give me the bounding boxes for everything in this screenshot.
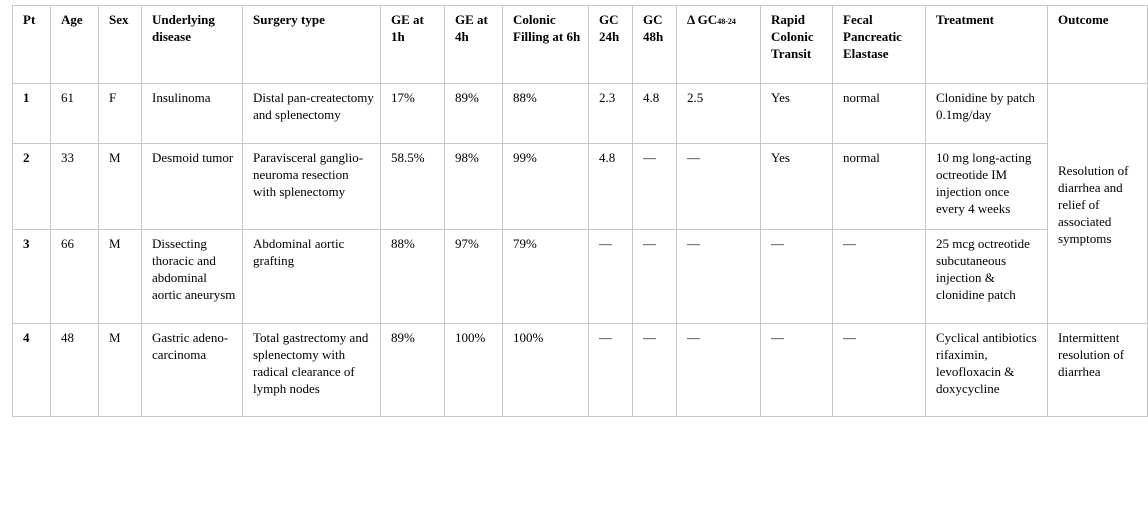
- cell-ge-1h: 17%: [381, 84, 445, 144]
- header-rapid-colonic-transit: Rapid Colonic Transit: [761, 6, 833, 84]
- cell-rapid-transit: —: [761, 230, 833, 324]
- cell-surgery: Abdominal aortic grafting: [243, 230, 381, 324]
- cell-outcome: Intermittent resolution of diarrhea: [1048, 324, 1148, 417]
- cell-sex: M: [99, 324, 142, 417]
- table-row: [13, 84, 1148, 144]
- cell-colonic-filling: 79%: [503, 230, 589, 324]
- cell-delta-gc: —: [677, 230, 761, 324]
- header-sex: Sex: [99, 6, 142, 84]
- cell-treatment: Cyclical antibiotics rifaximin, levofloxacin & doxycycline: [926, 324, 1048, 417]
- cell-outcome-merged: Resolution of diarrhea and relief of associated symptoms: [1048, 84, 1148, 324]
- cell-rapid-transit: Yes: [761, 84, 833, 144]
- header-ge-1h: GE at 1h: [381, 6, 445, 84]
- cell-sex: F: [99, 84, 142, 144]
- cell-age: 48: [51, 324, 99, 417]
- header-row: [13, 6, 1148, 84]
- patient-table: [12, 5, 1148, 417]
- cell-surgery: Distal pan-createctomy and splenectomy: [243, 84, 381, 144]
- header-delta-gc: [677, 6, 761, 84]
- table-row: [13, 324, 1148, 417]
- cell-ge-1h: 88%: [381, 230, 445, 324]
- cell-ge-4h: 100%: [445, 324, 503, 417]
- cell-age: 61: [51, 84, 99, 144]
- cell-treatment: Clonidine by patch 0.1mg/day: [926, 84, 1048, 144]
- cell-surgery: Total gastrectomy and splenectomy with radical clearance of lymph nodes: [243, 324, 381, 417]
- cell-rapid-transit: —: [761, 324, 833, 417]
- header-ge-4h: GE at 4h: [445, 6, 503, 84]
- cell-ge-4h: 89%: [445, 84, 503, 144]
- cell-age: 33: [51, 144, 99, 230]
- cell-pt: 3: [13, 230, 51, 324]
- cell-delta-gc: 2.5: [677, 84, 761, 144]
- header-outcome: Outcome: [1048, 6, 1148, 84]
- cell-gc-24h: 2.3: [589, 84, 633, 144]
- header-fecal-elastase: Fecal Pancreatic Elastase: [833, 6, 926, 84]
- cell-gc-48h: —: [633, 230, 677, 324]
- cell-fecal-elastase: —: [833, 324, 926, 417]
- cell-treatment: 10 mg long-acting octreotide IM injection once every 4 weeks: [926, 144, 1048, 230]
- cell-ge-1h: 89%: [381, 324, 445, 417]
- header-delta-gc-subscript: 48-24: [717, 17, 736, 26]
- cell-disease: Insulinoma: [142, 84, 243, 144]
- cell-treatment: 25 mcg octreotide subcutaneous injection & clonidine patch: [926, 230, 1048, 324]
- header-underlying-disease: Underlying disease: [142, 6, 243, 84]
- cell-gc-24h: —: [589, 230, 633, 324]
- cell-disease: Dissecting thoracic and abdominal aortic aneurysm: [142, 230, 243, 324]
- cell-delta-gc: —: [677, 144, 761, 230]
- cell-fecal-elastase: normal: [833, 144, 926, 230]
- cell-sex: M: [99, 144, 142, 230]
- cell-age: 66: [51, 230, 99, 324]
- header-age: Age: [51, 6, 99, 84]
- cell-colonic-filling: 88%: [503, 84, 589, 144]
- cell-colonic-filling: 100%: [503, 324, 589, 417]
- header-pt: Pt: [13, 6, 51, 84]
- cell-fecal-elastase: —: [833, 230, 926, 324]
- cell-delta-gc: —: [677, 324, 761, 417]
- cell-pt: 1: [13, 84, 51, 144]
- cell-gc-48h: 4.8: [633, 84, 677, 144]
- cell-disease: Gastric adeno-carcinoma: [142, 324, 243, 417]
- cell-gc-48h: —: [633, 324, 677, 417]
- header-surgery-type: Surgery type: [243, 6, 381, 84]
- header-delta-gc-main: Δ GC: [687, 12, 718, 27]
- header-gc-48h: GC 48h: [633, 6, 677, 84]
- cell-gc-24h: —: [589, 324, 633, 417]
- cell-sex: M: [99, 230, 142, 324]
- table-row: [13, 144, 1148, 230]
- cell-fecal-elastase: normal: [833, 84, 926, 144]
- cell-surgery: Paravisceral ganglio-neuroma resection with splenectomy: [243, 144, 381, 230]
- cell-colonic-filling: 99%: [503, 144, 589, 230]
- header-gc-24h: GC 24h: [589, 6, 633, 84]
- cell-pt: 2: [13, 144, 51, 230]
- cell-disease: Desmoid tumor: [142, 144, 243, 230]
- cell-gc-24h: 4.8: [589, 144, 633, 230]
- cell-ge-4h: 98%: [445, 144, 503, 230]
- cell-rapid-transit: Yes: [761, 144, 833, 230]
- cell-ge-4h: 97%: [445, 230, 503, 324]
- header-treatment: Treatment: [926, 6, 1048, 84]
- header-colonic-filling: Colonic Filling at 6h: [503, 6, 589, 84]
- cell-gc-48h: —: [633, 144, 677, 230]
- cell-pt: 4: [13, 324, 51, 417]
- cell-ge-1h: 58.5%: [381, 144, 445, 230]
- table-row: [13, 230, 1148, 324]
